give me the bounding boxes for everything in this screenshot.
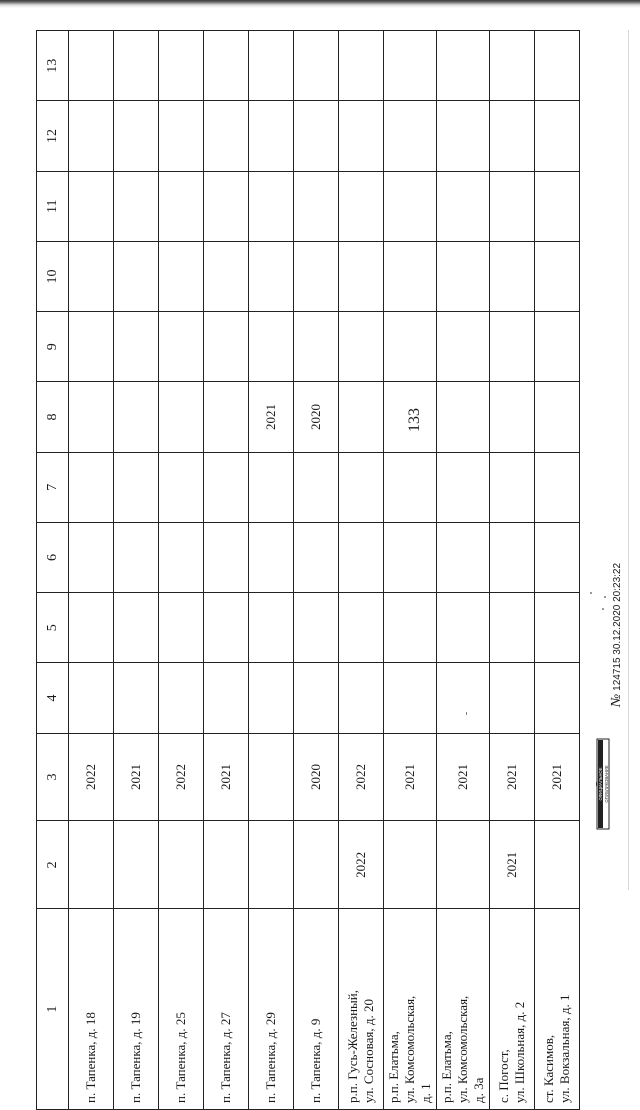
empty-cell bbox=[294, 663, 339, 733]
year-cell: 2022 bbox=[339, 733, 384, 821]
empty-cell bbox=[490, 312, 535, 382]
year-cell: 2021 bbox=[535, 733, 580, 821]
empty-cell bbox=[535, 452, 580, 522]
number-sign: № bbox=[609, 693, 624, 708]
empty-cell bbox=[490, 171, 535, 241]
empty-cell bbox=[490, 101, 535, 171]
column-header: 4 bbox=[37, 663, 69, 733]
page-number: 133 bbox=[406, 408, 423, 432]
empty-cell bbox=[114, 241, 159, 311]
empty-cell bbox=[114, 101, 159, 171]
table-row bbox=[384, 31, 437, 1110]
empty-cell bbox=[69, 663, 114, 733]
year-cell bbox=[204, 821, 249, 909]
scan-top-edge bbox=[0, 0, 640, 8]
empty-cell bbox=[490, 522, 535, 592]
year-cell: 2021 bbox=[437, 733, 490, 821]
empty-cell bbox=[159, 31, 204, 101]
empty-cell bbox=[535, 101, 580, 171]
empty-cell bbox=[490, 663, 535, 733]
table-row bbox=[159, 31, 204, 1110]
empty-cell bbox=[204, 312, 249, 382]
column-header: 11 bbox=[37, 171, 69, 241]
empty-cell bbox=[535, 171, 580, 241]
empty-cell bbox=[384, 522, 437, 592]
empty-cell bbox=[249, 101, 294, 171]
address-cell: р.п. Елатьма, ул. Комсомольская, д. 3а bbox=[437, 909, 490, 1110]
empty-cell bbox=[159, 452, 204, 522]
table-row bbox=[437, 31, 490, 1110]
empty-cell bbox=[339, 593, 384, 663]
empty-cell bbox=[437, 31, 490, 101]
address-cell: п. Тапенка, д. 18 bbox=[69, 909, 114, 1110]
year-cell: 2022 bbox=[159, 733, 204, 821]
empty-cell bbox=[159, 522, 204, 592]
empty-cell bbox=[384, 452, 437, 522]
empty-cell bbox=[294, 593, 339, 663]
empty-cell bbox=[437, 241, 490, 311]
empty-cell bbox=[69, 593, 114, 663]
empty-cell bbox=[114, 593, 159, 663]
year-cell bbox=[69, 382, 114, 452]
empty-cell bbox=[249, 241, 294, 311]
year-cell: 2022 bbox=[339, 821, 384, 909]
year-cell bbox=[294, 821, 339, 909]
empty-cell bbox=[249, 593, 294, 663]
empty-cell bbox=[437, 101, 490, 171]
empty-cell bbox=[294, 241, 339, 311]
address-cell: р.п. Елатьма, ул. Комсомольская, д. 1 bbox=[384, 909, 437, 1110]
empty-cell bbox=[339, 522, 384, 592]
empty-cell bbox=[249, 171, 294, 241]
address-cell: п. Тапенка, д. 9 bbox=[294, 909, 339, 1110]
year-cell bbox=[490, 382, 535, 452]
empty-cell bbox=[490, 452, 535, 522]
empty-cell bbox=[114, 522, 159, 592]
empty-cell bbox=[204, 241, 249, 311]
empty-cell bbox=[294, 171, 339, 241]
year-cell: 2021 bbox=[384, 733, 437, 821]
empty-cell bbox=[69, 522, 114, 592]
column-header: 9 bbox=[37, 312, 69, 382]
empty-cell bbox=[437, 593, 490, 663]
column-header: 7 bbox=[37, 452, 69, 522]
address-cell: п. Тапенка, д. 25 bbox=[159, 909, 204, 1110]
empty-cell bbox=[249, 312, 294, 382]
empty-cell bbox=[249, 663, 294, 733]
column-header: 3 bbox=[37, 733, 69, 821]
column-header: 5 bbox=[37, 593, 69, 663]
year-cell bbox=[249, 733, 294, 821]
empty-cell bbox=[204, 522, 249, 592]
registration-text: 124715 30.12.2020 20:23:22 bbox=[612, 562, 623, 691]
empty-cell bbox=[339, 171, 384, 241]
column-header: 10 bbox=[37, 241, 69, 311]
column-header: 13 bbox=[37, 31, 69, 101]
empty-cell bbox=[490, 241, 535, 311]
year-cell: 2021 bbox=[204, 733, 249, 821]
empty-cell bbox=[490, 593, 535, 663]
empty-cell bbox=[384, 593, 437, 663]
empty-cell bbox=[384, 663, 437, 733]
empty-cell bbox=[437, 663, 490, 733]
year-cell bbox=[535, 821, 580, 909]
empty-cell bbox=[249, 522, 294, 592]
empty-cell bbox=[69, 241, 114, 311]
address-cell: п. Тапенка, д. 27 bbox=[204, 909, 249, 1110]
empty-cell bbox=[535, 312, 580, 382]
table-row bbox=[204, 31, 249, 1110]
empty-cell bbox=[437, 522, 490, 592]
year-cell: 2021 bbox=[114, 733, 159, 821]
empty-cell bbox=[249, 452, 294, 522]
table-row bbox=[535, 31, 580, 1110]
rotated-table-wrapper bbox=[36, 30, 572, 1110]
address-cell: п. Тапенка, д. 19 bbox=[114, 909, 159, 1110]
empty-cell bbox=[384, 171, 437, 241]
empty-cell bbox=[159, 171, 204, 241]
header-row bbox=[37, 31, 69, 1110]
year-cell bbox=[159, 382, 204, 452]
empty-cell bbox=[490, 31, 535, 101]
scan-speck bbox=[466, 712, 467, 715]
scan-speck bbox=[604, 596, 606, 598]
table-row bbox=[69, 31, 114, 1110]
table-row bbox=[114, 31, 159, 1110]
year-cell bbox=[114, 821, 159, 909]
column-header: 12 bbox=[37, 101, 69, 171]
empty-cell bbox=[339, 101, 384, 171]
empty-cell bbox=[535, 593, 580, 663]
empty-cell bbox=[249, 31, 294, 101]
address-cell: ст. Касимов, ул. Вокзальная, д. 1 bbox=[535, 909, 580, 1110]
empty-cell bbox=[159, 593, 204, 663]
address-cell: п. Тапенка, д. 29 bbox=[249, 909, 294, 1110]
column-header: 1 bbox=[37, 909, 69, 1110]
empty-cell bbox=[535, 522, 580, 592]
empty-cell bbox=[114, 663, 159, 733]
year-cell: 2020 bbox=[294, 733, 339, 821]
empty-cell bbox=[294, 101, 339, 171]
scan-speck bbox=[590, 592, 592, 594]
empty-cell bbox=[384, 241, 437, 311]
empty-cell bbox=[69, 101, 114, 171]
column-header: 2 bbox=[37, 821, 69, 909]
empty-cell bbox=[535, 31, 580, 101]
empty-cell bbox=[69, 31, 114, 101]
empty-cell bbox=[535, 241, 580, 311]
empty-cell bbox=[339, 452, 384, 522]
year-cell bbox=[114, 382, 159, 452]
empty-cell bbox=[204, 101, 249, 171]
table-row bbox=[339, 31, 384, 1110]
empty-cell bbox=[114, 312, 159, 382]
empty-cell bbox=[159, 241, 204, 311]
year-cell: 2020 bbox=[294, 382, 339, 452]
empty-cell bbox=[69, 312, 114, 382]
empty-cell bbox=[204, 593, 249, 663]
year-cell bbox=[384, 382, 437, 452]
year-cell bbox=[437, 821, 490, 909]
year-cell: 2021 bbox=[490, 733, 535, 821]
table-row bbox=[294, 31, 339, 1110]
empty-cell bbox=[384, 312, 437, 382]
emblem-line-2: ОПУБЛИКОВАНИЕ bbox=[604, 765, 609, 803]
empty-cell bbox=[437, 171, 490, 241]
empty-cell bbox=[339, 312, 384, 382]
year-cell bbox=[437, 382, 490, 452]
empty-cell bbox=[294, 522, 339, 592]
program-table bbox=[36, 30, 580, 1110]
scan-speck bbox=[602, 608, 604, 610]
empty-cell bbox=[339, 663, 384, 733]
empty-cell bbox=[114, 31, 159, 101]
empty-cell bbox=[437, 312, 490, 382]
empty-cell bbox=[204, 31, 249, 101]
empty-cell bbox=[204, 663, 249, 733]
empty-cell bbox=[294, 31, 339, 101]
empty-cell bbox=[339, 241, 384, 311]
empty-cell bbox=[535, 663, 580, 733]
year-cell bbox=[339, 382, 384, 452]
address-cell: р.п. Гусь-Железный, ул. Сосновая, д. 20 bbox=[339, 909, 384, 1110]
year-cell bbox=[204, 382, 249, 452]
table-row bbox=[249, 31, 294, 1110]
empty-cell bbox=[69, 452, 114, 522]
empty-cell bbox=[159, 663, 204, 733]
empty-cell bbox=[204, 452, 249, 522]
year-cell: 2022 bbox=[69, 733, 114, 821]
empty-cell bbox=[339, 31, 384, 101]
table-row bbox=[490, 31, 535, 1110]
empty-cell bbox=[294, 312, 339, 382]
year-cell bbox=[535, 382, 580, 452]
year-cell bbox=[384, 821, 437, 909]
scan-right-edge bbox=[628, 30, 629, 890]
column-header: 8 bbox=[37, 382, 69, 452]
empty-cell bbox=[437, 452, 490, 522]
empty-cell bbox=[384, 31, 437, 101]
year-cell bbox=[69, 821, 114, 909]
empty-cell bbox=[114, 452, 159, 522]
empty-cell bbox=[384, 101, 437, 171]
column-header: 6 bbox=[37, 522, 69, 592]
empty-cell bbox=[294, 452, 339, 522]
empty-cell bbox=[204, 171, 249, 241]
empty-cell bbox=[114, 171, 159, 241]
registration-stamp bbox=[610, 540, 624, 730]
year-cell bbox=[159, 821, 204, 909]
year-cell: 2021 bbox=[249, 382, 294, 452]
year-cell bbox=[249, 821, 294, 909]
empty-cell bbox=[159, 312, 204, 382]
emblem-line-1: ОФИЦИАЛЬНОЕ bbox=[598, 767, 604, 801]
empty-cell bbox=[69, 171, 114, 241]
official-publication-emblem bbox=[596, 736, 626, 832]
empty-cell bbox=[159, 101, 204, 171]
address-cell: с. Погост, ул. Школьная, д. 2 bbox=[490, 909, 535, 1110]
year-cell: 2021 bbox=[490, 821, 535, 909]
